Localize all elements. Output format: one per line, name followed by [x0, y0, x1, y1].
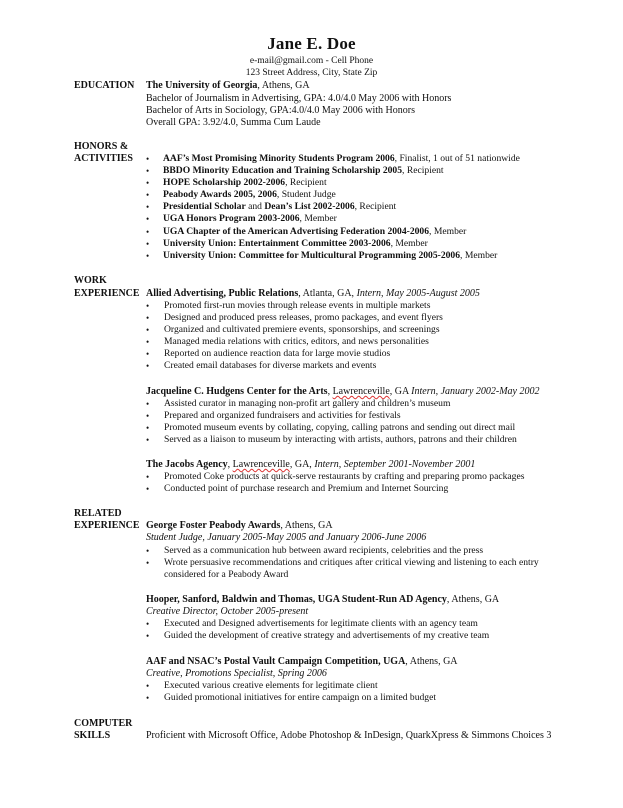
contact-address: 123 Street Address, City, State Zip [245, 68, 378, 78]
honors-list [146, 153, 616, 262]
bullet-icon: • [146, 154, 150, 164]
job-allied-header: Allied Advertising, Public Relations, Atlanta, GA, Intern, May 2005-August 2005 [146, 288, 480, 299]
job-hsbt-role: Creative Director, October 2005-present [146, 606, 309, 617]
job-allied-bullets [146, 300, 616, 373]
job-jacobs-header: The Jacobs Agency, Lawrenceville, GA, Intern, September 2001-November 2001 [146, 459, 476, 470]
bullet-icon: • [146, 238, 150, 249]
list-item: • UGA Honors Program 2003-2006, Member [146, 213, 337, 225]
job-peabody-bullets [146, 545, 616, 581]
bullet-icon: • [146, 546, 150, 556]
list-item: • UGA Chapter of the American Advertising Federation 2004-2006, Member [146, 225, 467, 237]
bullet-icon: • [146, 325, 150, 336]
job-aaf-header: AAF and NSAC’s Postal Vault Campaign Competition, UGA, Athens, GA [146, 656, 458, 667]
list-item: • Assisted curator in managing non-profit art gallery and children’s museum [146, 398, 451, 409]
computer-skills-text: Proficient with Microsoft Office, Adobe Photoshop & InDesign, QuarkXpress & Simmons Choices 3 [146, 730, 552, 741]
bullet-icon: • [146, 214, 150, 225]
list-item: • Guided promotional initiatives for entire campaign on a limited budget [146, 692, 437, 704]
list-item: • University Union: Entertainment Committee 2003-2006, Member [146, 237, 428, 249]
candidate-name: Jane E. Doe [267, 34, 356, 53]
bullet-icon: • [146, 484, 150, 495]
list-item: • Presidential Scholar and Dean’s List 2002-2006, Recipient [146, 201, 397, 213]
list-item: • Promoted Coke products at quick-serve restaurants by crafting and preparing promo packages [146, 471, 525, 482]
list-item: • Created email databases for diverse markets and events [146, 360, 377, 372]
list-item: • University Union: Committee for Multicultural Programming 2005-2006, Member [146, 249, 498, 261]
list-item: • Served as a communication hub between award recipients, celebrities and the press [146, 545, 484, 556]
contact-email-phone: e-mail@gmail.com - Cell Phone [249, 56, 374, 66]
list-item: • Peabody Awards 2005, 2006, Student Judge [146, 189, 336, 201]
school-location: , Athens, GA [257, 80, 310, 91]
work-heading-line2: EXPERIENCE [74, 288, 140, 299]
list-item: • Promoted first-run movies through release events in multiple markets [146, 300, 431, 311]
list-item: • Served as a liaison to museum by interacting with artists, authors, patrons and their children [146, 434, 517, 446]
bullet-icon: • [146, 631, 150, 642]
list-item: • Conducted point of purchase research and Premium and Internet Sourcing [146, 483, 449, 495]
bullet-icon: • [146, 361, 150, 372]
bullet-icon: • [146, 435, 150, 446]
bullet-icon: • [146, 423, 150, 434]
work-heading-line1: WORK [74, 275, 107, 286]
bullet-icon: • [146, 250, 150, 261]
bullet-icon: • [146, 190, 150, 201]
bullet-icon: • [146, 619, 150, 629]
job-peabody-role: Student Judge, January 2005-May 2005 and January 2006-June 2006 [146, 532, 427, 543]
job-hsbt-bullets [146, 618, 616, 642]
list-item: • Promoted museum events by collating, copying, calling patrons and sending out direct mail [146, 422, 516, 434]
list-item: • HOPE Scholarship 2002-2006, Recipient [146, 177, 327, 189]
bullet-icon: • [146, 558, 150, 569]
computer-heading-line2: SKILLS [74, 730, 111, 741]
list-item: considered for a Peabody Award [164, 569, 289, 581]
bullet-icon: • [146, 693, 150, 704]
job-jacobs-bullets [146, 471, 616, 495]
list-item: • BBDO Minority Education and Training Scholarship 2005, Recipient [146, 165, 444, 177]
list-item: • Executed various creative elements for legitimate client [146, 680, 378, 691]
honors-heading-line2: ACTIVITIES [74, 153, 133, 164]
job-hudgens-bullets [146, 398, 616, 446]
honors-heading-line1: HONORS & [74, 141, 129, 152]
list-item: • Prepared and organized fundraisers and activities for festivals [146, 410, 401, 422]
bullet-icon: • [146, 202, 150, 213]
list-item: • Guided the development of creative strategy and advertisements of my creative team [146, 630, 490, 642]
school-name: The University of Georgia [146, 80, 258, 91]
list-item: • Reported on audience reaction data for large movie studios [146, 348, 391, 360]
related-heading-line1: RELATED [74, 508, 122, 519]
job-peabody-header: George Foster Peabody Awards, Athens, GA [146, 520, 333, 531]
bullet-icon: • [146, 337, 150, 348]
degree-journalism: Bachelor of Journalism in Advertising, GPA: 4.0/4.0 May 2006 with Honors [146, 93, 452, 104]
job-hsbt-header: Hooper, Sanford, Baldwin and Thomas, UGA Student-Run AD Agency, Athens, GA [146, 594, 500, 605]
bullet-icon: • [146, 313, 150, 324]
bullet-icon: • [146, 472, 150, 482]
overall-gpa: Overall GPA: 3.92/4.0, Summa Cum Laude [146, 117, 321, 128]
list-item: • Designed and produced press releases, promo packages, and event flyers [146, 312, 443, 324]
list-item: • Executed and Designed advertisements for legitimate clients with an agency team [146, 618, 478, 629]
job-aaf-role: Creative, Promotions Specialist, Spring 2006 [146, 668, 327, 679]
bullet-icon: • [146, 166, 150, 177]
list-item: • Managed media relations with critics, editors, and news personalities [146, 336, 429, 348]
bullet-icon: • [146, 226, 150, 237]
degree-sociology: Bachelor of Arts in Sociology, GPA:4.0/4.0 May 2006 with Honors [146, 105, 415, 116]
job-aaf-bullets [146, 680, 616, 704]
education-school [146, 80, 310, 92]
bullet-icon: • [146, 349, 150, 360]
job-hudgens-header: Jacqueline C. Hudgens Center for the Arts, Lawrenceville, GA Intern, January 2002-May 2002 [146, 386, 540, 397]
education-heading: EDUCATION [74, 80, 135, 91]
bullet-icon: • [146, 411, 150, 422]
list-item: • Wrote persuasive recommendations and critiques after critical viewing and listening to each entry [146, 557, 539, 569]
related-heading-line2: EXPERIENCE [74, 520, 140, 531]
computer-heading-line1: COMPUTER [74, 718, 133, 729]
bullet-icon: • [146, 301, 150, 311]
list-item: • AAF’s Most Promising Minority Students Program 2006, Finalist, 1 out of 51 nationwide [146, 153, 520, 164]
bullet-icon: • [146, 178, 150, 189]
list-item: • Organized and cultivated premiere events, sponsorships, and screenings [146, 324, 440, 336]
bullet-icon: • [146, 399, 150, 409]
bullet-icon: • [146, 681, 150, 691]
